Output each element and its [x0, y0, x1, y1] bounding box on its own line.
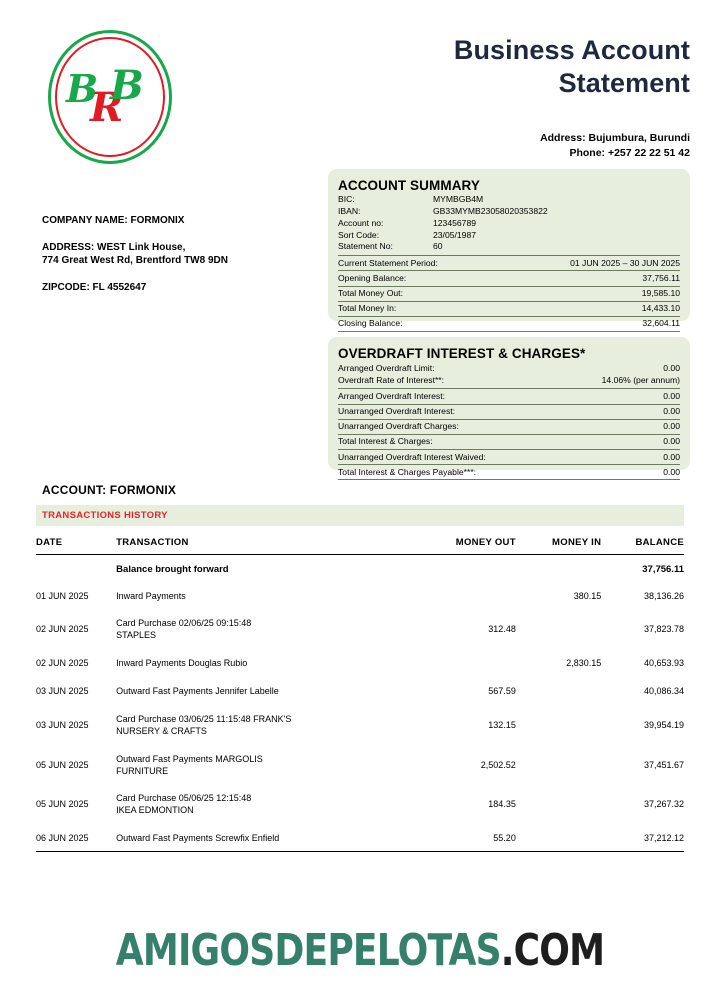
bbf-label: Balance brought forward	[116, 564, 229, 575]
column-header-balance: BALANCE	[601, 534, 684, 555]
summary-rule-row	[338, 255, 680, 270]
row-description-line2: IKEA EDMONTION	[116, 805, 194, 816]
summary-rule-row	[338, 388, 680, 403]
summary-field-value: GB33MYMB23058020353822	[433, 205, 548, 216]
row-description-line2: NURSERY & CRAFTS	[116, 725, 207, 736]
row-money-in	[516, 746, 601, 786]
overdraft-rule-value: 0.00	[663, 390, 680, 401]
row-description-line1: Outward Fast Payments MARGOLIS	[116, 753, 263, 764]
summary-rule-value: 19,585.10	[641, 288, 680, 299]
overdraft-rule-label: Unarranged Overdraft Interest:	[338, 406, 456, 417]
column-header-money-in: MONEY IN	[516, 534, 601, 555]
overdraft-rule-label: Total Interest & Charges:	[338, 436, 433, 447]
watermark-tld: .COM	[500, 925, 605, 976]
company-zipcode-group	[42, 281, 312, 295]
summary-field-row	[338, 230, 680, 242]
summary-rule-row	[338, 301, 680, 316]
row-money-out: 2,502.52	[480, 759, 516, 770]
overdraft-row	[338, 374, 680, 386]
account-summary-rules	[338, 255, 680, 332]
site-watermark	[65, 925, 655, 976]
summary-rule-row	[338, 419, 680, 434]
row-money-out: 132.15	[488, 719, 516, 730]
row-balance: 39,954.19	[643, 719, 684, 730]
row-date: 02 JUN 2025	[36, 624, 89, 635]
summary-field-value: 23/05/1987	[433, 229, 477, 240]
row-date: 03 JUN 2025	[36, 686, 89, 697]
summary-rule-row	[338, 316, 680, 332]
row-description	[108, 746, 424, 786]
overdraft-rule-label: Unarranged Overdraft Interest Waived:	[338, 451, 486, 462]
summary-field-label: Statement No:	[338, 241, 393, 252]
summary-rule-row	[338, 434, 680, 449]
summary-field-label: IBAN:	[338, 205, 361, 216]
row-date: 02 JUN 2025	[36, 658, 89, 669]
transactions-history-banner	[36, 505, 684, 526]
summary-rule-value: 01 JUN 2025 – 30 JUN 2025	[570, 257, 680, 268]
bank-address: Address: Bujumbura, Burundi	[540, 132, 690, 144]
table-row	[36, 785, 684, 825]
summary-field-value: MYMBGB4M	[433, 194, 484, 204]
table-row	[36, 746, 684, 786]
summary-field-label: Sort Code:	[338, 229, 380, 240]
table-row	[36, 706, 684, 746]
column-header-date: DATE	[36, 534, 108, 555]
row-date: 05 JUN 2025	[36, 759, 89, 770]
row-description	[108, 610, 424, 650]
summary-field-label: Account no:	[338, 217, 384, 228]
page-title-line2: Statement	[558, 67, 690, 98]
row-description-line1: Inward Payments	[116, 590, 186, 601]
summary-rule-label: Total Money In:	[338, 303, 397, 314]
overdraft-panel	[328, 337, 690, 477]
bbf-money-out	[424, 555, 516, 583]
overdraft-row-value: 0.00	[663, 363, 680, 373]
summary-field-row	[338, 206, 680, 218]
row-money-in	[516, 610, 601, 650]
row-date: 05 JUN 2025	[36, 799, 89, 810]
row-description-line1: Card Purchase 05/06/25 12:15:48	[116, 793, 252, 804]
company-name-group	[42, 214, 312, 228]
row-description	[108, 785, 424, 825]
summary-rule-value: 14,433.10	[641, 303, 680, 314]
row-description	[108, 678, 424, 706]
row-description	[108, 583, 424, 611]
bbf-money-in	[516, 555, 601, 583]
bank-logo	[48, 30, 178, 170]
overdraft-row-label: Overdraft Rate of Interest**:	[338, 375, 445, 386]
overdraft-rules	[338, 388, 680, 480]
transactions-history-label: TRANSACTIONS HISTORY	[42, 510, 168, 521]
row-money-in: 380.15	[573, 590, 602, 601]
column-header-transaction: TRANSACTION	[108, 534, 424, 555]
bbf-date-cell	[36, 555, 108, 583]
row-money-in	[516, 825, 601, 853]
overdraft-row	[338, 362, 680, 374]
row-money-out: 567.59	[488, 686, 516, 697]
balance-brought-forward-row	[36, 555, 684, 583]
overdraft-rule-label: Arranged Overdraft Interest:	[338, 390, 445, 401]
account-summary-title: ACCOUNT SUMMARY	[338, 178, 480, 193]
summary-rule-label: Current Statement Period:	[338, 257, 438, 268]
logo-letter-b-right: B	[110, 62, 144, 109]
row-balance: 40,653.93	[643, 658, 684, 669]
overdraft-rule-value: 0.00	[663, 406, 680, 417]
overdraft-top-rows	[338, 362, 680, 386]
table-row	[36, 610, 684, 650]
summary-rule-label: Closing Balance:	[338, 318, 403, 329]
company-address-line2: 774 Great West Rd, Brentford TW8 9DN	[42, 255, 228, 266]
row-description	[108, 706, 424, 746]
row-description-line1: Outward Fast Payments Screwfix Enfield	[116, 833, 280, 844]
overdraft-rule-label: Unarranged Overdraft Charges:	[338, 421, 459, 432]
overdraft-title: OVERDRAFT INTEREST & CHARGES*	[338, 346, 586, 361]
row-description	[108, 825, 424, 853]
summary-field-label: BIC:	[338, 194, 355, 204]
company-address-group	[42, 241, 312, 268]
row-money-in	[516, 706, 601, 746]
page-title-line1: Business Account	[453, 35, 690, 65]
summary-field-row	[338, 241, 680, 253]
row-money-out: 312.48	[488, 624, 516, 635]
logo-letter-r: R	[90, 84, 124, 131]
summary-field-value: 60	[433, 241, 443, 252]
overdraft-row-label: Arranged Overdraft Limit:	[338, 363, 435, 373]
row-description	[108, 650, 424, 678]
summary-rule-row	[338, 449, 680, 464]
row-money-out	[424, 583, 516, 611]
table-header-row	[36, 534, 684, 555]
summary-rule-row	[338, 464, 680, 480]
logo-monogram	[48, 30, 172, 164]
summary-rule-value: 37,756.11	[642, 272, 680, 283]
summary-rule-row	[338, 404, 680, 419]
overdraft-rule-label: Total Interest & Charges Payable***:	[338, 466, 477, 477]
transactions-table	[36, 534, 684, 853]
bbf-balance: 37,756.11	[642, 564, 684, 575]
row-money-out: 184.35	[488, 799, 516, 810]
company-name: COMPANY NAME: FORMONIX	[42, 215, 185, 226]
table-row	[36, 678, 684, 706]
row-money-in: 2,830.15	[566, 658, 602, 669]
summary-rule-value: 32,604.11	[642, 318, 680, 329]
row-description-line1: Card Purchase 03/06/25 11:15:48 FRANK'S	[116, 713, 292, 724]
summary-field-row	[338, 218, 680, 230]
bank-contact-block	[270, 131, 690, 161]
row-date: 01 JUN 2025	[36, 590, 89, 601]
overdraft-rule-value: 0.00	[663, 451, 680, 462]
company-info	[42, 214, 312, 294]
summary-field-row	[338, 194, 680, 206]
table-row	[36, 650, 684, 678]
row-description-line1: Card Purchase 02/06/25 09:15:48	[116, 618, 252, 629]
row-description-line2: FURNITURE	[116, 765, 169, 776]
summary-rule-label: Opening Balance:	[338, 272, 407, 283]
row-money-in	[516, 678, 601, 706]
logo-letter-b-left: B	[66, 66, 99, 111]
summary-rule-row	[338, 270, 680, 285]
row-balance: 37,212.12	[643, 833, 684, 844]
row-date: 03 JUN 2025	[36, 719, 89, 730]
row-balance: 40,086.34	[643, 686, 684, 697]
row-money-out	[424, 650, 516, 678]
row-date: 06 JUN 2025	[36, 833, 89, 844]
row-money-in	[516, 785, 601, 825]
table-row	[36, 825, 684, 853]
overdraft-row-value: 14.06% (per annum)	[601, 375, 680, 386]
summary-rule-row	[338, 286, 680, 301]
bank-phone: Phone: +257 22 22 51 42	[569, 147, 690, 160]
account-summary-fields	[338, 194, 680, 253]
overdraft-rule-value: 0.00	[663, 436, 680, 447]
summary-field-value: 123456789	[433, 217, 477, 228]
overdraft-rule-value: 0.00	[663, 466, 680, 477]
account-holder-line: ACCOUNT: FORMONIX	[42, 483, 177, 497]
summary-rule-label: Total Money Out:	[338, 288, 403, 299]
watermark-name: AMIGOSDEPELOTAS	[115, 925, 501, 976]
company-address-line1: ADDRESS: WEST Link House,	[42, 241, 186, 253]
overdraft-rule-value: 0.00	[663, 421, 680, 432]
column-header-money-out: MONEY OUT	[424, 534, 516, 555]
row-description-line2: STAPLES	[116, 630, 157, 641]
company-zipcode: ZIPCODE: FL 4552647	[42, 281, 147, 293]
table-row	[36, 583, 684, 611]
row-balance: 38,136.26	[643, 590, 684, 601]
document-header	[270, 34, 690, 100]
account-summary-panel	[328, 169, 690, 329]
row-description-line1: Inward Payments Douglas Rubio	[116, 658, 248, 669]
transactions-table-body	[36, 555, 684, 854]
row-balance: 37,451.67	[643, 759, 684, 770]
row-balance: 37,823.78	[643, 624, 684, 635]
row-description-line1: Outward Fast Payments Jennifer Labelle	[116, 686, 279, 697]
table-closing-rule	[36, 851, 684, 852]
row-money-out: 55.20	[493, 833, 516, 844]
row-balance: 37,267.32	[643, 799, 684, 810]
